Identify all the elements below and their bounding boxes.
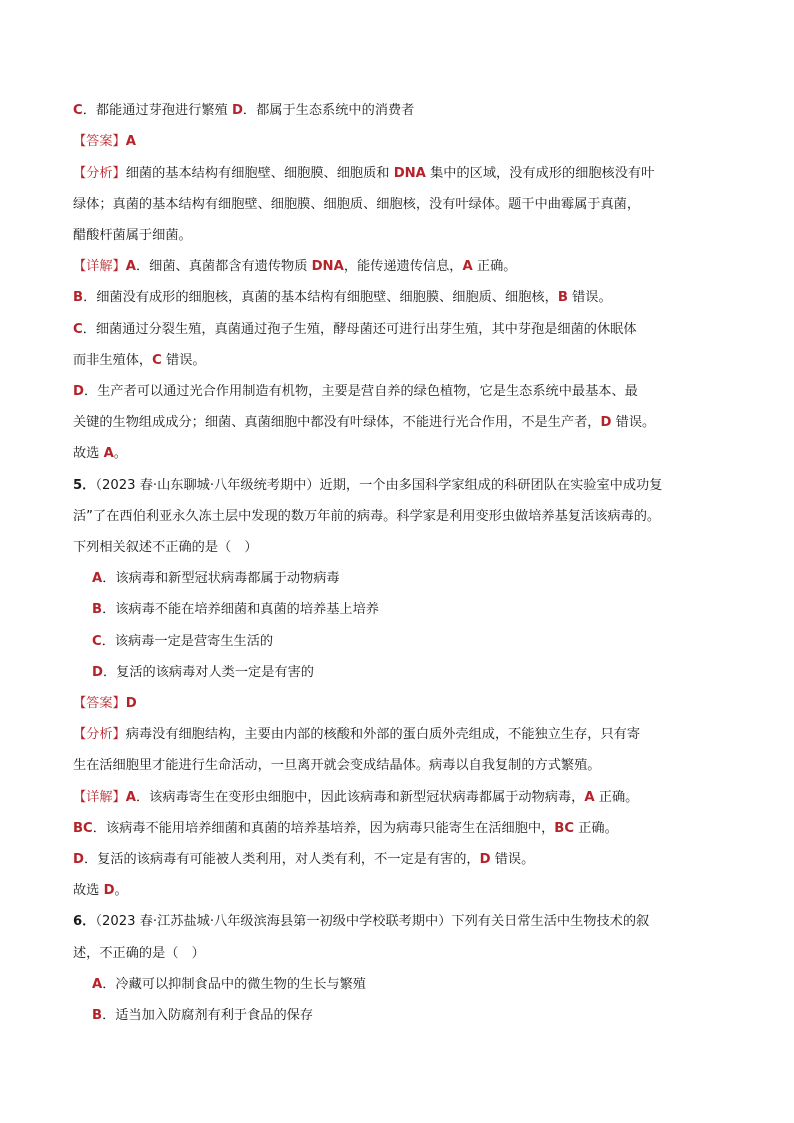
q5-stem-line-3: 下列相关叙述不正确的是（ ） [73, 540, 258, 555]
q5-answer [73, 694, 733, 714]
q6-option-b: B．适当加入防腐剂有利于食品的保存 [92, 1008, 314, 1023]
analysis-tag: 【分析】 [73, 166, 126, 181]
analysis-tag: 【分析】 [73, 727, 126, 742]
q5-option-c: C．该病毒一定是营寄生生活的 [92, 634, 274, 649]
detail-tag: 【详解】 [73, 259, 126, 274]
answer-value: A [125, 134, 136, 149]
q4-detail-line-4: 而非生殖体，C 错误。 [73, 353, 206, 368]
detail-tag: 【详解】 [73, 790, 126, 805]
q5-analysis-line-2: 生在活细胞里才能进行生命活动，一旦离开就会变成结晶体。病毒以自我复制的方式繁殖。 [73, 758, 601, 773]
q6-option-a: A．冷藏可以抑制食品中的微生物的生长与繁殖 [92, 977, 366, 992]
q4-detail-line-3: C．细菌通过分裂生殖，真菌通过孢子生殖，酵母菌还可进行出芽生殖，其中芽孢是细菌的休眠体 [73, 322, 637, 337]
answer-tag: 【答案】 [73, 134, 126, 149]
q6-stem-line-2: 述，不正确的是（ ） [73, 946, 205, 961]
q5-detail-line-2: BC．该病毒不能用培养细菌和真菌的培养基培养，因为病毒只能寄生在活细胞中，BC 正确。 [73, 821, 618, 836]
q4-detail-line-5: D．生产者可以通过光合作用制造有机物，主要是营自养的绿色植物，它是生态系统中最基本、最 [73, 384, 638, 399]
q5-stem-line-1: 5．（2023 春·山东聊城·八年级统考期中）近期，一个由多国科学家组成的科研团队在实验室中成功复 [73, 478, 663, 493]
q5-detail-line-1: 【详解】A．该病毒寄生在变形虫细胞中，因此该病毒和新型冠状病毒都属于动物病毒，A 正确。 [73, 790, 639, 805]
q5-analysis-line-1: 【分析】病毒没有细胞结构，主要由内部的核酸和外部的蛋白质外壳组成，不能独立生存，只有寄 [73, 727, 641, 742]
q5-stem-line-2: 活”了在西伯利亚永久冻土层中发现的数万年前的病毒。科学家是利用变形虫做培养基复活该病毒的。 [73, 509, 661, 524]
q4-analysis-line-1: 【分析】细菌的基本结构有细胞壁、细胞膜、细胞质和 DNA 集中的区域，没有成形的细胞核没有叶 [73, 166, 655, 181]
answer-value: D [125, 696, 137, 711]
q5-option-d: D．复活的该病毒对人类一定是有害的 [92, 665, 314, 680]
q4-detail-line-2: B．细菌没有成形的细胞核，真菌的基本结构有细胞壁、细胞膜、细胞质、细胞核，B 错误。 [73, 290, 612, 305]
question-number: 6． [73, 914, 96, 929]
q6-stem-line-1: 6．（2023 春·江苏盐城·八年级滨海县第一初级中学校联考期中）下列有关日常生活中生物技术的叙 [73, 914, 650, 929]
q4-detail-line-7: 故选 A。 [73, 446, 127, 461]
q5-option-a: A．该病毒和新型冠状病毒都属于动物病毒 [92, 571, 340, 586]
q4-analysis-line-2: 绿体；真菌的基本结构有细胞壁、细胞膜、细胞质、细胞核，没有叶绿体。题干中曲霉属于真菌， [73, 197, 641, 212]
answer-tag: 【答案】 [73, 696, 126, 711]
q5-detail-line-3: D．复活的该病毒有可能被人类利用，对人类有利，不一定是有害的，D 错误。 [73, 852, 535, 867]
q5-detail-line-4: 故选 D。 [73, 883, 128, 898]
q4-detail-line-1: 【详解】A．细菌、真菌都含有遗传物质 DNA，能传递遗传信息，A 正确。 [73, 259, 517, 274]
q4-answer [73, 132, 733, 152]
q4-option-cd: C．都能通过芽孢进行繁殖 D．都属于生态系统中的消费者 [73, 103, 415, 118]
q5-option-b: B．该病毒不能在培养细菌和真菌的培养基上培养 [92, 602, 379, 617]
q4-detail-line-6: 关键的生物组成成分；细菌、真菌细胞中都没有叶绿体，不能进行光合作用，不是生产者，D 错误。 [73, 415, 656, 430]
question-number: 5． [73, 478, 96, 493]
q4-analysis-line-3: 醋酸杆菌属于细菌。 [73, 228, 192, 243]
